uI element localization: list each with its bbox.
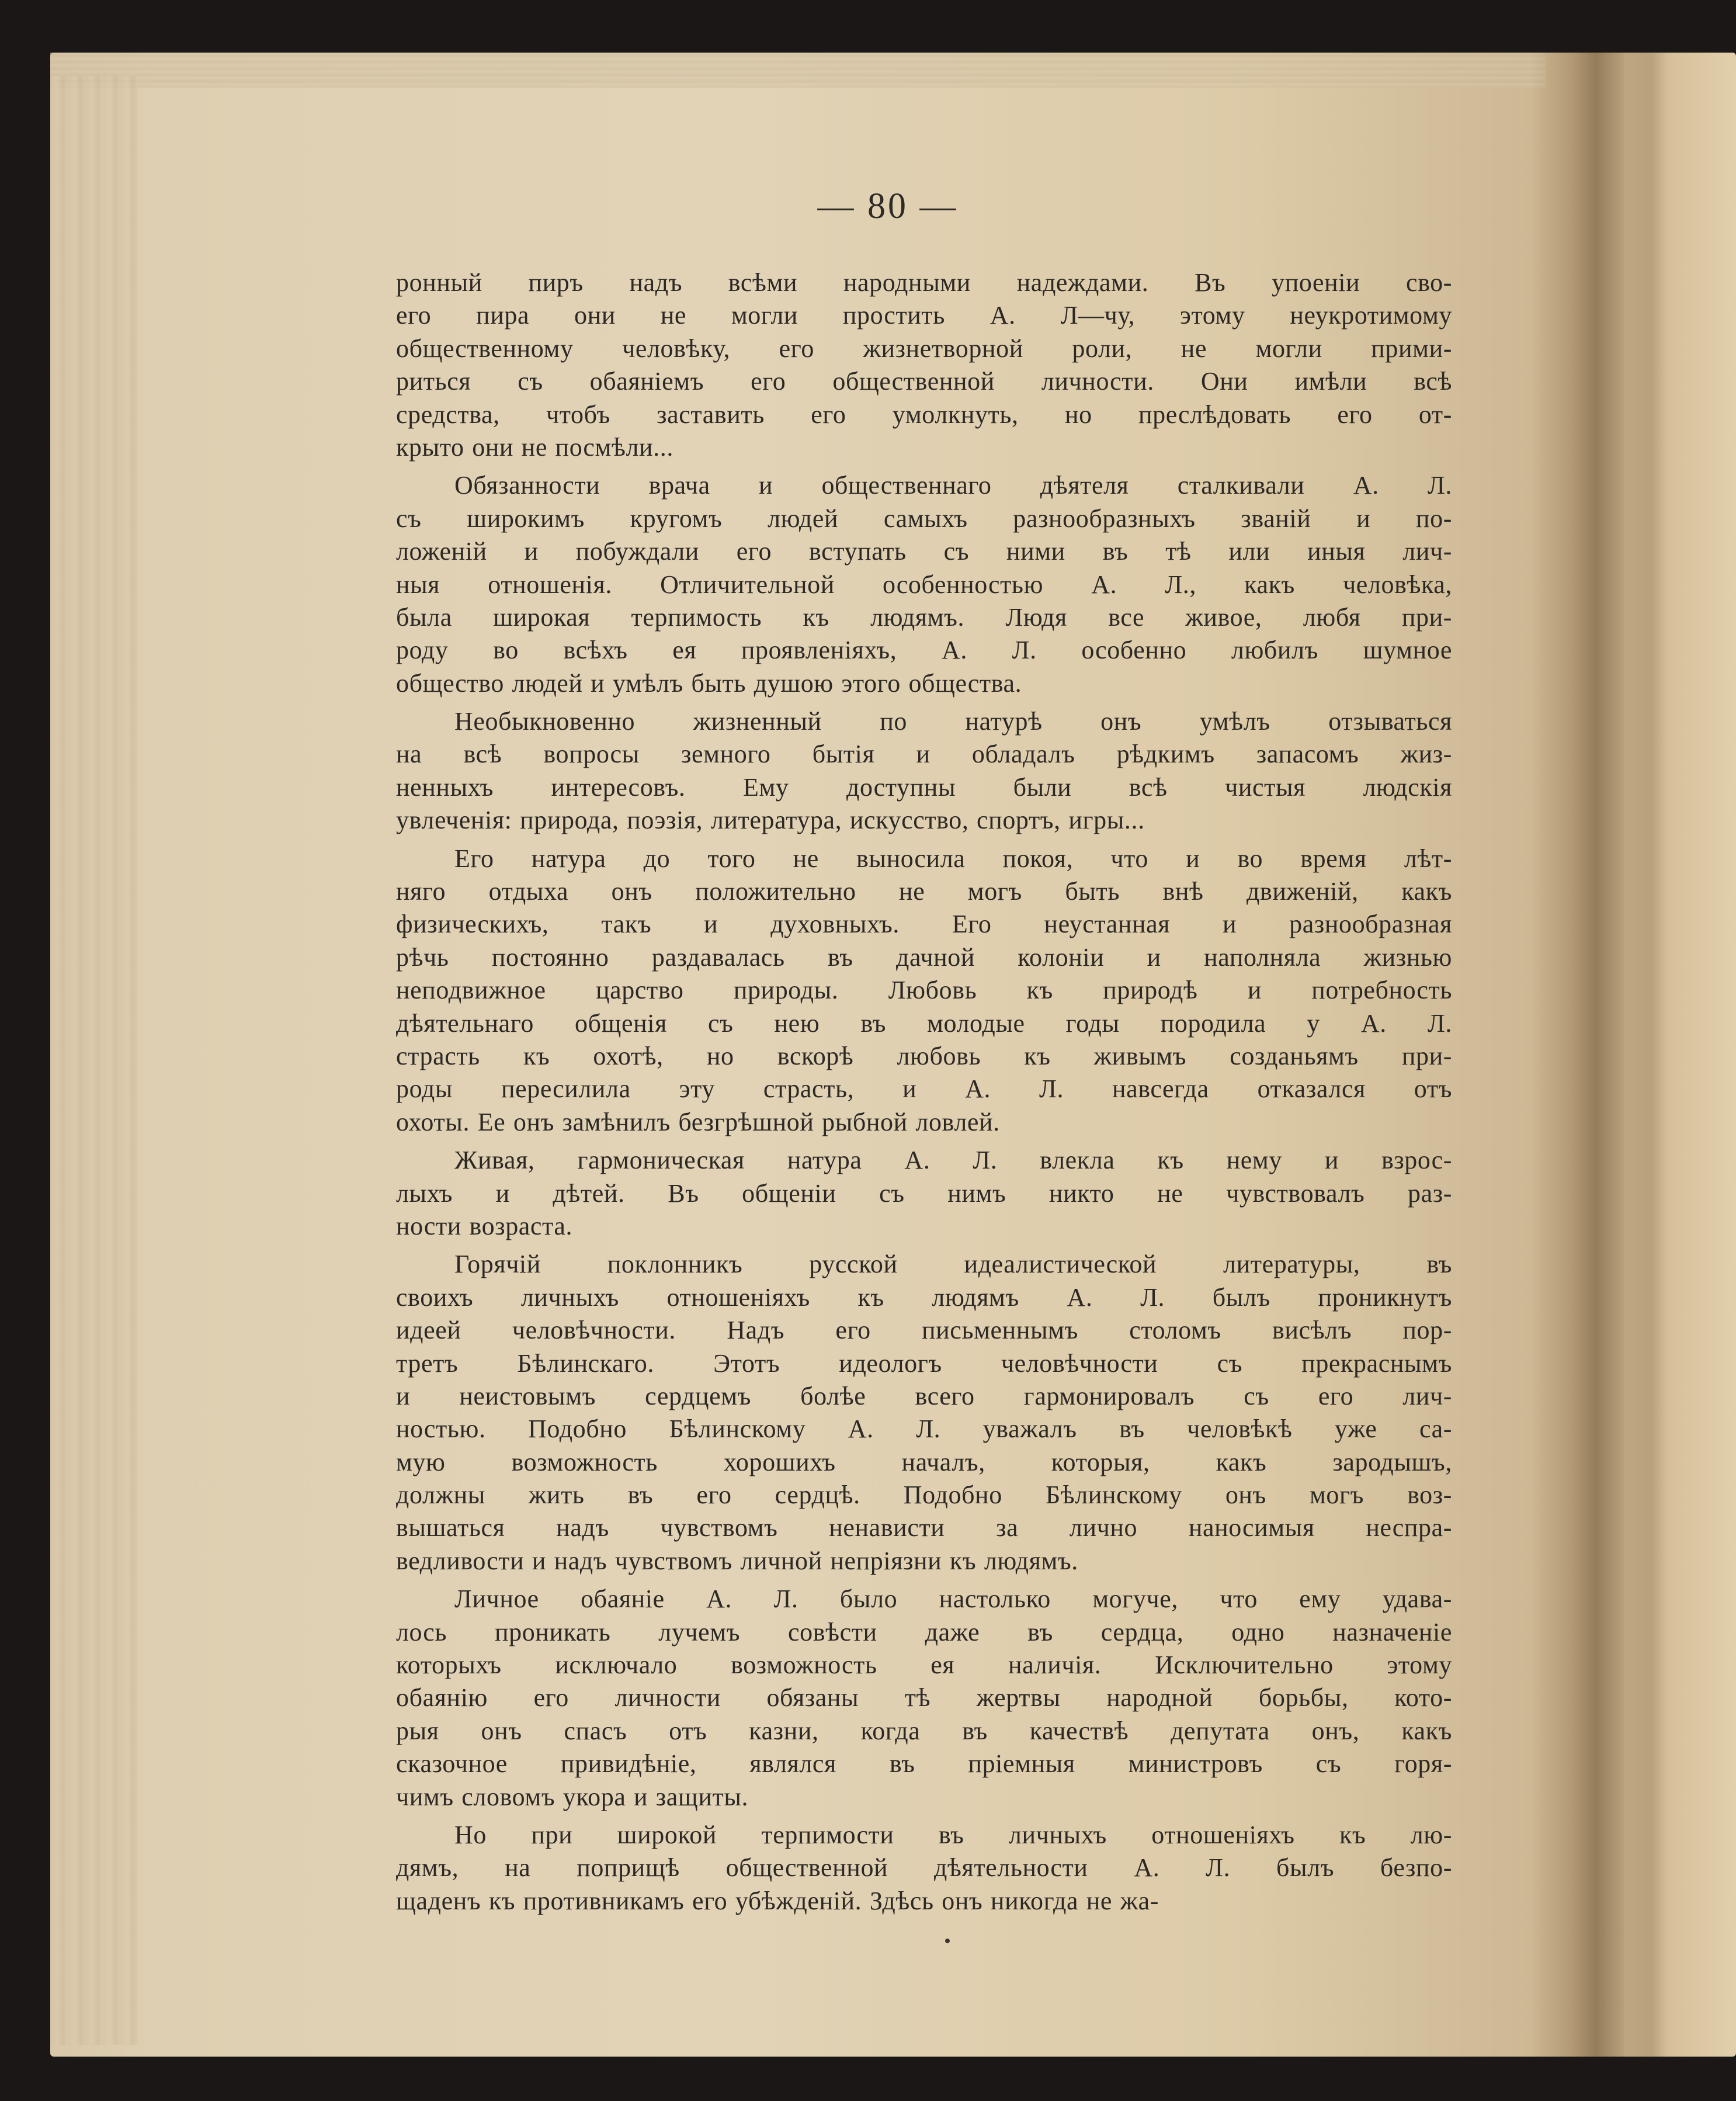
- page-number: — 80 —: [817, 186, 959, 226]
- book-gutter-shadow: [1530, 53, 1624, 2057]
- text-line: неподвижное царство природы. Любовь къ природѣ и потребность: [396, 976, 1452, 1005]
- text-line: мую возможность хорошихъ началъ, которыя, какъ зародышъ,: [396, 1447, 1452, 1476]
- paragraph-gap: [396, 464, 1452, 469]
- paragraph: [396, 266, 1452, 464]
- page-edges-left: [50, 76, 138, 2045]
- text-line: третъ Бѣлинскаго. Этотъ идеологъ человѣчности съ прекраснымъ: [396, 1348, 1452, 1378]
- text-line: обаянію его личности обязаны тѣ жертвы народной борьбы, кото-: [396, 1683, 1452, 1712]
- paragraph-gap: [396, 1243, 1452, 1248]
- text-line: Необыкновенно жизненный по натурѣ онъ умѣлъ отзываться: [454, 707, 1452, 736]
- body-text: [396, 266, 1452, 1918]
- text-line: охоты. Ее онъ замѣнилъ безгрѣшной рыбной ловлей.: [396, 1107, 1000, 1136]
- text-line: крыто они не посмѣли...: [396, 432, 673, 462]
- paragraph-gap: [396, 1139, 1452, 1144]
- text-line: дямъ, на поприщѣ общественной дѣятельности А. Л. былъ безпо-: [396, 1853, 1452, 1882]
- text-line: была широкая терпимость къ людямъ. Людя все живое, любя при-: [396, 602, 1452, 632]
- paragraph-gap: [396, 837, 1452, 843]
- text-line: ронный пиръ надъ всѣми народными надеждами. Въ упоеніи сво-: [396, 268, 1452, 297]
- text-line: ложеній и побуждали его вступать съ ними въ тѣ или иныя лич-: [396, 537, 1452, 566]
- text-line: риться съ обаяніемъ его общественной личности. Они имѣли всѣ: [396, 367, 1452, 396]
- paragraph-gap: [396, 1814, 1452, 1819]
- text-line: ведливости и надъ чувствомъ личной непріязни къ людямъ.: [396, 1546, 1078, 1575]
- text-line: Личное обаяніе А. Л. было настолько могуче, что ему удава-: [454, 1585, 1452, 1614]
- text-line: которыхъ исключало возможность ея наличія. Исключительно этому: [396, 1651, 1452, 1680]
- text-line: средства, чтобъ заставить его умолкнуть, но преслѣдовать его от-: [396, 400, 1452, 429]
- text-line: сказочное привидѣніе, являлся въ пріемныя министровъ съ горя-: [396, 1749, 1452, 1778]
- text-line: на всѣ вопросы земного бытія и обладалъ рѣдкимъ запасомъ жиз-: [396, 740, 1452, 769]
- paragraph: [396, 469, 1452, 700]
- text-line: Горячій поклонникъ русской идеалистической литературы, въ: [454, 1250, 1452, 1279]
- text-line: лыхъ и дѣтей. Въ общеніи съ нимъ никто не чувствовалъ раз-: [396, 1178, 1452, 1208]
- text-line: съ широкимъ кругомъ людей самыхъ разнообразныхъ званій и по-: [396, 504, 1452, 533]
- text-line: ныя отношенія. Отличительной особенностью А. Л., какъ человѣка,: [396, 570, 1452, 599]
- text-line: рѣчь постоянно раздавалась въ дачной колоніи и наполняла жизнью: [396, 942, 1452, 972]
- text-line: физическихъ, такъ и духовныхъ. Его неустанная и разнообразная: [396, 910, 1452, 939]
- text-line: Живая, гармоническая натура А. Л. влекла къ нему и взрос-: [454, 1146, 1452, 1175]
- paragraph: [396, 705, 1452, 837]
- text-line: ности возраста.: [396, 1211, 573, 1240]
- paragraph-gap: [396, 700, 1452, 705]
- text-line: лось проникать лучемъ совѣсти даже въ сердца, одно назначеніе: [396, 1617, 1452, 1646]
- text-line: Его натура до того не выносила покоя, что и во время лѣт-: [454, 844, 1452, 873]
- text-line: и неистовымъ сердцемъ болѣе всего гармонировалъ съ его лич-: [396, 1381, 1452, 1410]
- paragraph: [396, 1144, 1452, 1243]
- page-edges-top: [50, 53, 1546, 88]
- text-line: Обязанности врача и общественнаго дѣятеля сталкивали А. Л.: [454, 471, 1452, 500]
- text-line: должны жить въ его сердцѣ. Подобно Бѣлинскому онъ могъ воз-: [396, 1481, 1452, 1510]
- text-line: роду во всѣхъ ея проявленіяхъ, А. Л. особенно любилъ шумное: [396, 636, 1452, 665]
- text-line: общественному человѣку, его жизнетворной роли, не могли прими-: [396, 334, 1452, 363]
- text-line: страсть къ охотѣ, но вскорѣ любовь къ живымъ созданьямъ при-: [396, 1041, 1452, 1070]
- text-line: щаденъ къ противникамъ его убѣжденій. Здѣсь онъ никогда не жа-: [396, 1886, 1159, 1915]
- text-line: увлеченія: природа, поэзія, литература, искусство, спортъ, игры...: [396, 806, 1145, 835]
- paragraph-gap: [396, 1578, 1452, 1583]
- text-line: чимъ словомъ укора и защиты.: [396, 1782, 749, 1811]
- text-line: няго отдыха онъ положительно не могъ быть внѣ движеній, какъ: [396, 877, 1452, 906]
- paragraph: [396, 843, 1452, 1139]
- text-line: ностью. Подобно Бѣлинскому А. Л. уважалъ въ человѣкѣ уже са-: [396, 1414, 1452, 1444]
- text-line: своихъ личныхъ отношеніяхъ къ людямъ А. Л. былъ проникнутъ: [396, 1282, 1452, 1312]
- text-line: Но при широкой терпимости въ личныхъ отношеніяхъ къ лю-: [454, 1820, 1452, 1849]
- paragraph: [396, 1248, 1452, 1578]
- text-line: дѣятельнаго общенія съ нею въ молодые годы породила у А. Л.: [396, 1008, 1452, 1038]
- print-mark: [945, 1939, 950, 1943]
- text-line: ненныхъ интересовъ. Ему доступны были всѣ чистыя людскія: [396, 772, 1452, 802]
- paragraph: [396, 1819, 1452, 1918]
- paragraph: [396, 1583, 1452, 1814]
- text-line: вышаться надъ чувствомъ ненависти за лично наносимыя неспра-: [396, 1513, 1452, 1542]
- text-line: его пира они не могли простить А. Л—чу, этому неукротимому: [396, 301, 1452, 330]
- text-line: идеей человѣчности. Надъ его письменнымъ столомъ висѣлъ пор-: [396, 1316, 1452, 1345]
- text-line: рыя онъ спасъ отъ казни, когда въ качествѣ депутата онъ, какъ: [396, 1716, 1452, 1745]
- text-line: роды пересилила эту страсть, и А. Л. навсегда отказался отъ: [396, 1074, 1452, 1104]
- text-line: общество людей и умѣлъ быть душою этого общества.: [396, 668, 1022, 698]
